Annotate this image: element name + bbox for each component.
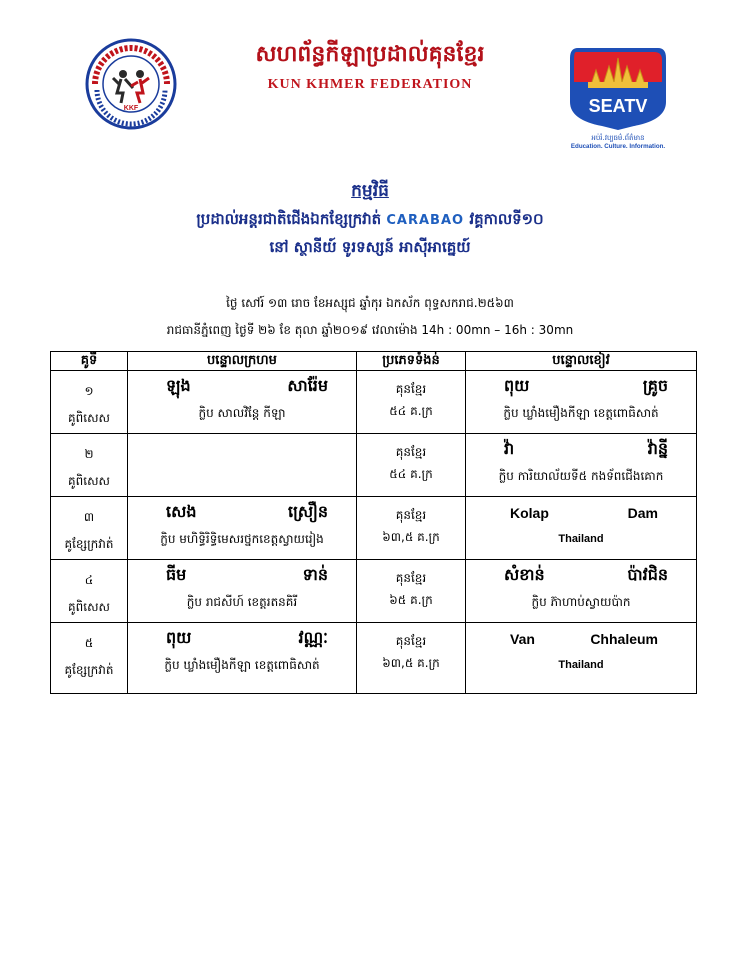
header-blue-corner: បន្ទោលខៀវ (466, 352, 697, 371)
blue-fighter-name (466, 623, 696, 647)
red-last-name: ទាន់ (302, 565, 328, 584)
blue-club: ក្លិប ឃ្លាំងមឿងកីឡា ខេត្តពោធិសាត់ (503, 406, 659, 420)
blue-first-name: វ៉ា (504, 439, 515, 458)
red-corner-cell (128, 371, 357, 434)
blue-last-name: Dam (627, 505, 658, 521)
blue-fighter-name (466, 434, 696, 462)
red-last-name: សារ៉ែម (287, 376, 328, 395)
kkf-logo (85, 38, 177, 130)
event-title-post: វគ្គកាលទី១០ (469, 210, 544, 228)
red-first-name: ពុយ (166, 628, 192, 647)
blue-last-name: Chhaleum (590, 631, 658, 647)
event-title (0, 210, 740, 232)
red-corner-cell (128, 497, 357, 560)
weight-category: គុនខ្មែរ (395, 508, 427, 522)
red-corner-cell (128, 623, 357, 694)
event-venue: នៅ ស្ថានីយ៍ ទូរទស្សន៍ អាស៊ីអាគ្នេយ៍ (269, 238, 471, 256)
weight-cell (357, 560, 466, 623)
weight-value: ៦៥ គ.ក្រ (389, 593, 433, 607)
blue-last-name: វ៉ាន្នី (647, 439, 668, 458)
bout-type: គូពិសេស (68, 474, 110, 488)
red-fighter-name (128, 497, 356, 525)
red-first-name: សេង (166, 502, 197, 521)
weight-cell (357, 371, 466, 434)
weight-value: ៥៤ គ.ក្រ (389, 467, 433, 481)
bout-number-cell (51, 497, 128, 560)
table-row (51, 434, 697, 497)
weight-cell (357, 623, 466, 694)
bout-table (50, 351, 697, 694)
weight-cell (357, 434, 466, 497)
header-weight-class: ប្រភេទទំងន់ (357, 352, 466, 371)
event-brand: CARABAO (386, 213, 465, 228)
blue-country: Thailand (558, 533, 604, 545)
blue-fighter-name (466, 497, 696, 521)
red-first-name: ឡុង (166, 376, 191, 395)
blue-last-name: គ្រូច (642, 376, 668, 395)
bout-number-cell (51, 560, 128, 623)
table-row (51, 560, 697, 623)
bout-type: គូពិសេស (68, 411, 110, 425)
red-last-name: វណ្ណៈ (298, 628, 328, 647)
red-club: ក្លិប សាលវិន្តែ កីឡា (198, 406, 286, 420)
red-last-name: ស្រឿន (288, 502, 328, 521)
bout-number-cell (51, 371, 128, 434)
red-corner-cell (128, 434, 357, 497)
red-fighter-name (128, 434, 356, 438)
federation-title-km: សហព័ន្ធកីឡាប្រដាល់គុនខ្មែរ (255, 41, 485, 67)
header-bout-no: គូទី (51, 352, 128, 371)
event-lunar-date: ថ្ងៃ សៅរ៍ ១៣ រោច ខែអស្សុជ ឆ្នាំកុរ ឯកស័ក ពុទ្ធសករាជ.២៥៦៣ (226, 296, 514, 310)
bout-number: ២ (84, 447, 94, 461)
event-date-time: រាជធានីភ្នំពេញ ថ្ងៃទី ២៦ ខែ តុលា ឆ្នាំ២០១៩ វេលាម៉ោង 14h : 00mn – 16h : 30mn (166, 323, 574, 337)
blue-country: Thailand (558, 659, 604, 671)
red-club: ក្លិប ឃ្លាំងមឿងកីឡា ខេត្តពោធិសាត់ (164, 658, 320, 672)
header-red-corner: បន្ទោលក្រហម (128, 352, 357, 371)
seatv-tagline-en: Education. Culture. Information. (570, 143, 666, 150)
blue-club: ក្លិប ការិយាល័យទី៥ កងទ័ពជើងគោក (498, 469, 664, 483)
table-row (51, 497, 697, 560)
seatv-brand: SEATV (588, 96, 648, 116)
blue-fighter-name (466, 560, 696, 588)
bout-type: គូពិសេស (68, 600, 110, 614)
bout-type: គូខ្សែក្រវាត់ (64, 663, 114, 677)
event-title-pre: ប្រដាល់អន្តរជាតិជើងឯកខ្សែក្រវាត់ (196, 210, 382, 228)
blue-last-name: ប៉ាវជិន (627, 565, 668, 584)
red-fighter-name (128, 371, 356, 399)
kkf-abbr: KKF (123, 105, 139, 112)
seatv-logo (562, 42, 674, 150)
weight-value: ៥៤ គ.ក្រ (389, 404, 433, 418)
blue-corner-cell (466, 434, 697, 497)
blue-corner-cell (466, 560, 697, 623)
bout-number: ៥ (84, 636, 94, 650)
blue-first-name: Kolap (510, 505, 549, 521)
bout-number-cell (51, 623, 128, 694)
blue-corner-cell (466, 623, 697, 694)
bout-number: ១ (84, 384, 94, 398)
red-club: ក្លិប រាជសីហ៍ ខេត្តរតនគិរី (186, 595, 298, 609)
bout-number: ៣ (83, 510, 95, 524)
red-corner-cell (128, 560, 357, 623)
weight-cell (357, 497, 466, 560)
bout-type: គូខ្សែក្រវាត់ (64, 537, 114, 551)
weight-category: គុនខ្មែរ (395, 445, 427, 459)
blue-corner-cell (466, 497, 697, 560)
weight-value: ៦៣,៥ គ.ក្រ (382, 656, 440, 670)
table-row (51, 371, 697, 434)
blue-corner-cell (466, 371, 697, 434)
program-title: កម្មវិធី (351, 181, 389, 201)
weight-value: ៦៣,៥ គ.ក្រ (382, 530, 440, 544)
seatv-tagline-km: អប់រំ.វប្បធម៌.ព័ត៌មាន (591, 134, 645, 142)
blue-fighter-name (466, 371, 696, 399)
red-fighter-name (128, 560, 356, 588)
weight-category: គុនខ្មែរ (395, 634, 427, 648)
red-club: ក្លិប មហិទ្ធិរិទ្ធិមេសរថ្នកខេត្តស្វាយរៀង (160, 532, 324, 546)
bout-number: ៤ (84, 573, 94, 587)
weight-category: គុនខ្មែរ (395, 571, 427, 585)
federation-title-en: KUN KHMER FEDERATION (267, 77, 473, 92)
weight-category: គុនខ្មែរ (395, 382, 427, 396)
blue-club: ក្លិប ភ៊ាហាប់ស្វាយប៉ាក (531, 595, 631, 609)
table-row (51, 623, 697, 694)
table-header-row (51, 352, 697, 371)
blue-first-name: Van (510, 631, 535, 647)
blue-first-name: ពុយ (504, 376, 530, 395)
red-fighter-name (128, 623, 356, 651)
bout-number-cell (51, 434, 128, 497)
blue-first-name: សំខាន់ (504, 565, 545, 584)
red-first-name: ធីម (166, 565, 187, 584)
